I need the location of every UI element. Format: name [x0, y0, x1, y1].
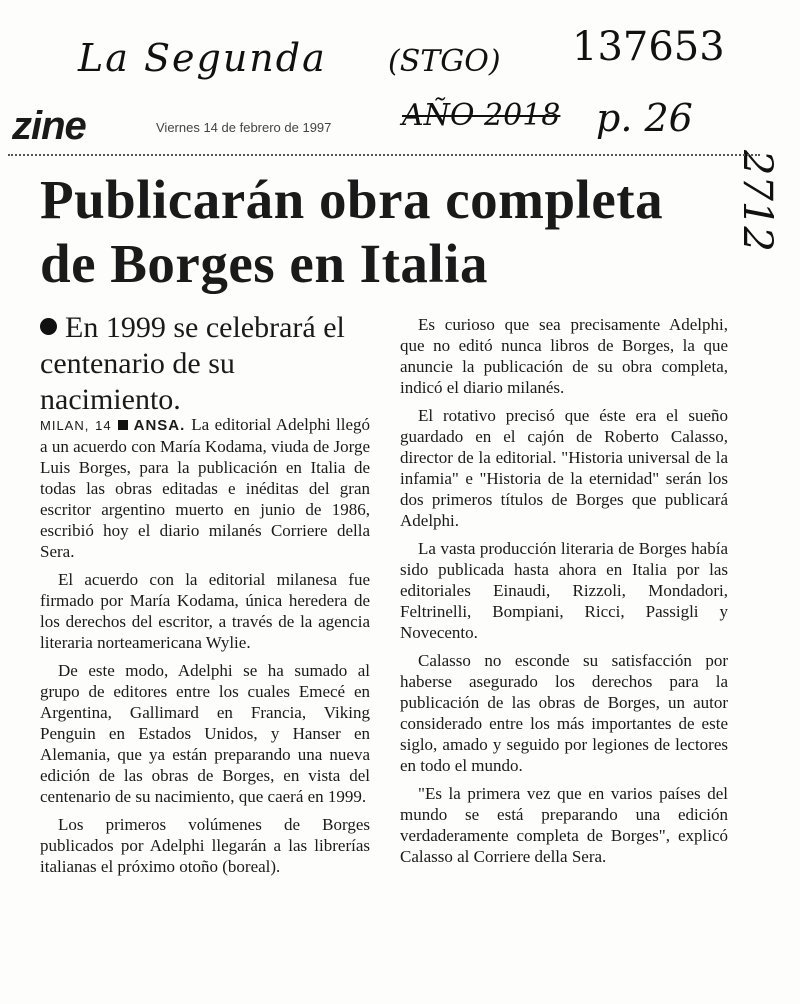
- handwritten-source-note: La Segunda: [78, 36, 327, 80]
- handwritten-archive-number: 137653: [572, 24, 725, 70]
- article-column-right: [400, 314, 728, 874]
- article-headline: Publicarán obra completa de Borges en Italia: [40, 169, 664, 294]
- article-paragraph: [40, 414, 370, 562]
- article-column-left: [40, 414, 370, 884]
- handwritten-crossed-out-note: AÑO 2018: [402, 98, 561, 133]
- handwritten-margin-note: 2712: [734, 150, 780, 252]
- article-subhead: [40, 310, 370, 418]
- masthead-date: Viernes 14 de febrero de 1997: [156, 120, 332, 135]
- article-paragraph: El acuerdo con la editorial milanesa fue firmado por María Kodama, única heredera de los derechos del escritor, a través de la agencia literaria norteamericana Wylie.: [40, 570, 370, 652]
- article-paragraph: Los primeros volúmenes de Borges publicados por Adelphi llegarán a las librerías italianas el próximo otoño (boreal).: [40, 815, 370, 876]
- article-paragraph: El rotativo precisó que éste era el sueño guardado en el cajón de Roberto Calasso, director de la editorial. "Historia universal de la infamia" e "Historia de la eternidad" serán los dos primeros títulos de Borges que publicará Adelphi.: [400, 406, 728, 530]
- byline-agency: ANSA.: [133, 417, 186, 434]
- bullet-icon: [40, 318, 57, 335]
- article-paragraph: La vasta producción literaria de Borges había sido publicada hasta ahora en Italia por las editoriales Einaudi, Rizzoli, Mondadori, Feltrinelli, Bompiani, Ricci, Passigli y Novecento.: [400, 539, 728, 642]
- subhead-text: En 1999 se celebrará el centenario de su nacimiento.: [40, 311, 345, 416]
- handwritten-location-note: (STGO): [388, 44, 501, 79]
- masthead-section-name: zine: [12, 104, 86, 148]
- article-paragraph: "Es la primera vez que en varios países del mundo se está preparando una edición verdaderamente completa de Borges", explicó Calasso al Corriere della Sera.: [400, 784, 728, 866]
- handwritten-page-note: p. 26: [596, 96, 693, 140]
- paragraph-text: La editorial Adelphi llegó a un acuerdo con María Kodama, viuda de Jorge Luis Borges, para la publicación en Italia de todas las obras editadas e inéditas del gran escritor argentino muerto en junio de 1986, escribió hoy el diario milanés Corriere della Sera.: [40, 415, 370, 561]
- article-paragraph: De este modo, Adelphi se ha sumado al grupo de editores entre los cuales Emecé en Argentina, Gallimard en Francia, Viking Penguin en Estados Unidos, y Hanser en Alemania, que ya están preparando una nueva edición de las obras de Borges, en vista del centenario de su nacimiento, que caerá en 1999.: [40, 661, 370, 806]
- square-bullet-icon: [118, 420, 128, 430]
- article-paragraph: Es curioso que sea precisamente Adelphi, que no editó nunca libros de Borges, la que anuncie la publicación de su obra completa, indicó el diario milanés.: [400, 315, 728, 397]
- byline-city: MILAN, 14: [40, 418, 112, 433]
- article-paragraph: Calasso no esconde su satisfacción por haberse asegurado los derechos para la publicación de las obras de Borges, un autor considerado entre los más importantes de este siglo, amado y seguido por legiones de lectores en todo el mundo.: [400, 651, 728, 775]
- masthead-divider: [8, 154, 760, 156]
